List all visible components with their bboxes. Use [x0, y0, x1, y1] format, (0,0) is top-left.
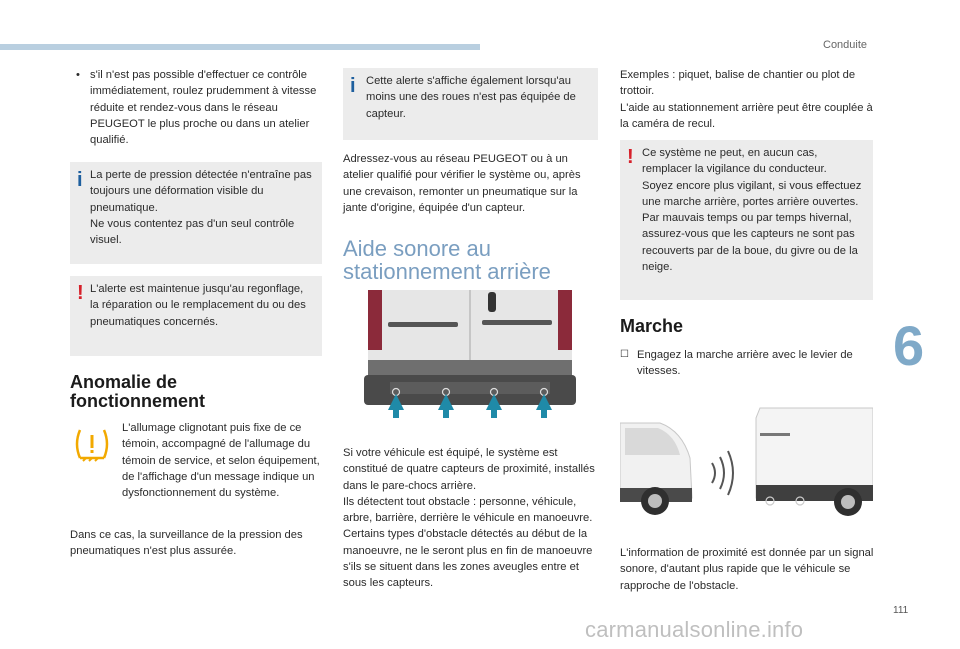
- examples-block: [620, 67, 875, 132]
- anomaly-text: L'allumage clignotant puis fixe de ce témoin, accompagné de l'allumage du témoin de service, et selon équipement, de l'affichage d'un message indique un dysfonctionnement du système.: [122, 422, 320, 500]
- parking-description-3: Certains types d'obstacle détectés au début de la manoeuvre, ne le seront plus en fin de manoeuvre s'ils se situent dans les zones aveugles entre et sous les capteurs.: [343, 528, 593, 590]
- proximity-info-text: L'information de proximité est donnée par un signal sonore, d'autant plus rapide que le véhicule se rapproche de l'obstacle.: [620, 547, 874, 592]
- info-box-alert: [343, 68, 598, 140]
- parking-aid-heading: [343, 237, 551, 283]
- info-box-alert-text: Cette alerte s'affiche également lorsqu'au moins une des roues n'est pas équipée de capteur.: [366, 75, 576, 120]
- tpms-warning-light-icon: [72, 424, 112, 464]
- page-number: 111: [893, 605, 909, 616]
- marche-heading: Marche: [620, 316, 684, 336]
- reversing-van-illustration: [620, 403, 873, 521]
- info-box-line-1: La perte de pression détectée n'entraîne pas toujours une déformation visible du pneumatique.: [90, 169, 312, 214]
- marche-step-text: Engagez la marche arrière avec le levier de vitesses.: [637, 349, 853, 378]
- parking-description: [343, 445, 601, 592]
- marche-step: [620, 347, 875, 380]
- address-text: Adressez-vous au réseau PEUGEOT ou à un atelier qualifié pour vérifier le système ou, après une crevaison, remonter un pneumatique sur la jante d'origine, équipée d'un capteur.: [343, 153, 581, 214]
- examples-text: Exemples : piquet, balise de chantier ou plot de trottoir.: [620, 69, 856, 98]
- watermark: carmanualsonline.info: [585, 617, 804, 642]
- warning-vigilance-text: [642, 145, 868, 275]
- info-box-line-2: Ne vous contentez pas d'un seul contrôle visuel.: [90, 217, 295, 247]
- anomaly-heading: [70, 373, 205, 411]
- parking-aid-heading-line-1: Aide sonore au: [343, 236, 491, 261]
- warning-exclamation-icon: !: [77, 282, 84, 304]
- camera-text: L'aide au stationnement arrière peut être couplée à la caméra de recul.: [620, 101, 873, 130]
- warning-line-2: Soyez encore plus vigilant, si vous effectuez une marche arrière, portes arrière ouvertes.: [642, 179, 862, 208]
- warning-line-1: Ce système ne peut, en aucun cas, remplacer la vigilance du conducteur.: [642, 147, 827, 176]
- chapter-number: 6: [893, 314, 925, 377]
- bullet-dot: •: [76, 69, 80, 81]
- warning-box-text: L'alerte est maintenue jusqu'au regonflage, la réparation ou le remplacement du ou des pneumatiques concernés.: [90, 283, 306, 328]
- info-icon: i: [350, 75, 356, 97]
- info-icon: i: [77, 169, 83, 191]
- header-bar: [0, 44, 480, 50]
- parking-description-1: Si votre véhicule est équipé, le système est constitué de quatre capteurs de proximité, installés dans le pare-chocs arrière.: [343, 447, 595, 492]
- info-box-text: [90, 167, 314, 248]
- warning-line-3: Par mauvais temps ou par temps hivernal, assurez-vous que les capteurs ne sont pas recouverts par de la boue, du givre ou de la neige.: [642, 212, 858, 274]
- anomaly-heading-line-1: Anomalie de: [70, 372, 178, 392]
- parking-aid-heading-line-2: stationnement arrière: [343, 259, 551, 284]
- warning-exclamation-icon: !: [627, 146, 634, 168]
- info-box-pressure: [70, 162, 322, 264]
- section-title: Conduite: [823, 39, 868, 51]
- step-box-icon: ☐: [620, 349, 629, 360]
- parking-description-2: Ils détectent tout obstacle : personne, véhicule, arbre, barrière, derrière le véhicule en manoeuvre.: [343, 495, 593, 525]
- warning-box-vigilance: [620, 140, 873, 300]
- bullet-item: [76, 67, 325, 148]
- warning-box-alert: [70, 276, 322, 356]
- bullet-text: s'il n'est pas possible d'effectuer ce contrôle immédiatement, roulez prudemment à vitesse réduite et rendez-vous dans le réseau PEUGEOT le plus proche ou dans un atelier qualifié.: [90, 69, 317, 147]
- final-text: Dans ce cas, la surveillance de la pression des pneumatiques n'est plus assurée.: [70, 529, 303, 558]
- anomaly-heading-line-2: fonctionnement: [70, 391, 205, 411]
- van-rear-sensors-illustration: [360, 290, 580, 420]
